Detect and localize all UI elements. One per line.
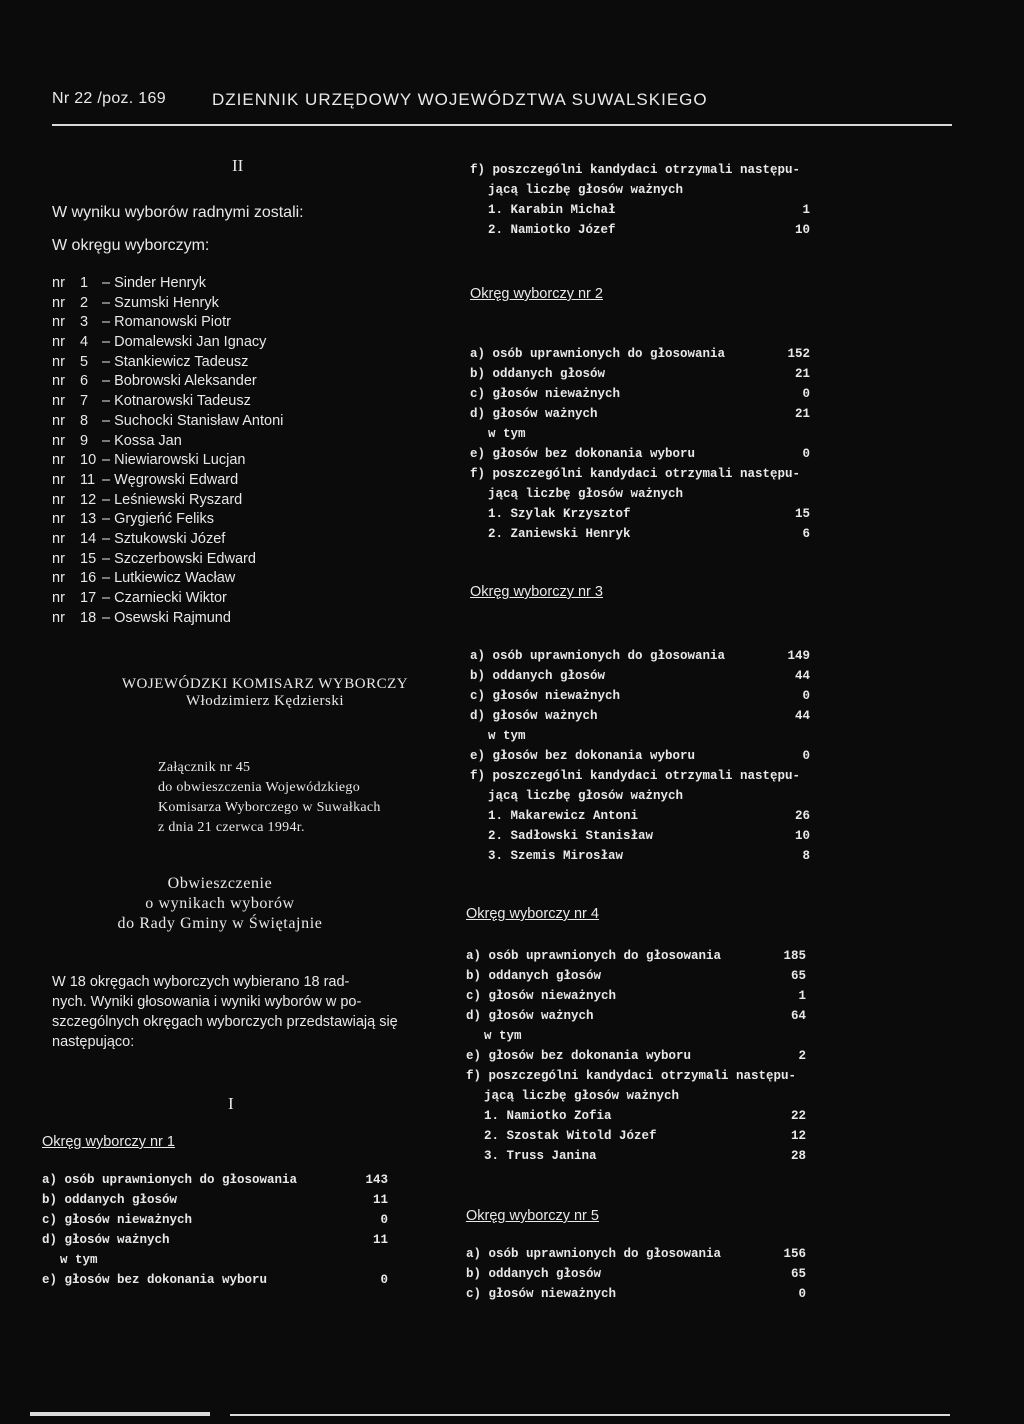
- signature-block: [90, 676, 440, 710]
- stats-label: w tym: [488, 427, 526, 441]
- stats-value: 149: [787, 649, 810, 663]
- stats-label: f) poszczególni kandydaci otrzymali następu-: [466, 1069, 797, 1083]
- member-nr-label: nr: [52, 471, 65, 488]
- member-name: – Szczerbowski Edward: [102, 550, 256, 567]
- district-3-stats: [470, 646, 820, 866]
- stats-label: b) oddanych głosów: [42, 1193, 178, 1207]
- footer-rule: [30, 1412, 210, 1416]
- issue-position: Nr 22 /poz. 169: [52, 90, 166, 107]
- stats-value: 0: [802, 749, 810, 763]
- annex-note: [158, 758, 458, 838]
- stats-label: 2. Zaniewski Henryk: [488, 527, 631, 541]
- stats-row: [470, 806, 820, 826]
- stats-label: jącą liczbę głosów ważnych: [488, 789, 684, 803]
- member-name: – Szumski Henryk: [102, 294, 219, 311]
- stats-label: 1. Namiotko Zofia: [484, 1109, 612, 1123]
- stats-value: 15: [794, 507, 810, 521]
- member-number: 4: [80, 334, 89, 351]
- stats-row: [470, 424, 820, 444]
- commissioner-office: WOJEWÓDZKI KOMISARZ WYBORCZY: [121, 676, 409, 692]
- member-nr-label: nr: [52, 550, 65, 567]
- stats-label: jącą liczbę głosów ważnych: [484, 1089, 680, 1103]
- district-4-title: Okręg wyborczy nr 4: [466, 906, 599, 922]
- member-number: 18: [80, 609, 97, 626]
- stats-row: [470, 220, 820, 240]
- stats-label: 3. Truss Janina: [484, 1149, 597, 1163]
- stats-label: b) oddanych głosów: [466, 1267, 602, 1281]
- section-roman-i: I: [228, 1094, 234, 1113]
- elected-intro: W wyniku wyborów radnymi zostali:: [52, 204, 304, 221]
- stats-label: a) osób uprawnionych do głosowania: [470, 347, 726, 361]
- stats-row: [470, 746, 820, 766]
- paragraph-line: następująco:: [52, 1034, 135, 1050]
- annex-line: Załącznik nr 45: [158, 760, 251, 775]
- stats-label: w tym: [484, 1029, 522, 1043]
- stats-row: [42, 1270, 392, 1290]
- annex-line: Komisarza Wyborczego w Suwałkach: [158, 800, 381, 815]
- member-number: 6: [80, 373, 89, 390]
- district-5-title: Okręg wyborczy nr 5: [466, 1208, 599, 1224]
- member-name: – Niewiarowski Lucjan: [102, 452, 246, 469]
- stats-label: d) głosów ważnych: [470, 407, 598, 421]
- stats-label: 2. Szostak Witold Józef: [484, 1129, 657, 1143]
- stats-value: 185: [783, 949, 806, 963]
- member-row: [52, 392, 283, 412]
- member-nr-label: nr: [52, 590, 65, 606]
- stats-value: 65: [790, 969, 806, 983]
- member-name: – Kossa Jan: [102, 432, 182, 449]
- stats-value: 6: [802, 527, 810, 541]
- member-name: – Osewski Rajmund: [102, 609, 231, 626]
- district-3-title: Okręg wyborczy nr 3: [470, 584, 603, 600]
- stats-label: jącą liczbę głosów ważnych: [488, 487, 684, 501]
- stats-value: 11: [372, 1233, 388, 1247]
- stats-label: e) głosów bez dokonania wyboru: [466, 1049, 692, 1063]
- member-nr-label: nr: [52, 432, 65, 449]
- member-row: [52, 510, 283, 530]
- member-name: – Stankiewicz Tadeusz: [102, 353, 249, 370]
- stats-row: [470, 444, 820, 464]
- member-nr-label: nr: [52, 570, 65, 587]
- member-number: 15: [80, 550, 97, 567]
- member-number: 10: [80, 452, 97, 469]
- member-row: [52, 372, 283, 392]
- member-nr-label: nr: [52, 491, 65, 508]
- stats-row: [470, 384, 820, 404]
- stats-row: [466, 1126, 816, 1146]
- member-name: – Węgrowski Edward: [102, 471, 239, 488]
- stats-row: [470, 344, 820, 364]
- member-row: [52, 589, 283, 609]
- stats-row: [470, 766, 820, 786]
- member-row: [52, 550, 283, 570]
- stats-value: 44: [794, 709, 810, 723]
- stats-row: [470, 180, 820, 200]
- member-name: – Bobrowski Aleksander: [102, 373, 257, 390]
- stats-row: [466, 1284, 816, 1304]
- paragraph-line: szczególnych okręgach wyborczych przedstawiają się: [52, 1014, 398, 1030]
- stats-label: 3. Szemis Mirosław: [488, 849, 624, 863]
- stats-value: 21: [794, 407, 810, 421]
- stats-value: 0: [380, 1213, 388, 1227]
- stats-label: 1. Makarewicz Antoni: [488, 809, 639, 823]
- stats-value: 2: [798, 1049, 806, 1063]
- stats-value: 143: [365, 1173, 388, 1187]
- stats-label: f) poszczególni kandydaci otrzymali następu-: [470, 769, 801, 783]
- stats-row: [470, 686, 820, 706]
- stats-row: [470, 484, 820, 504]
- district-2-stats: [470, 344, 820, 544]
- paragraph-line: W 18 okręgach wyborczych wybierano 18 rad-: [52, 974, 350, 990]
- stats-label: 2. Sadłowski Stanisław: [488, 829, 654, 843]
- member-nr-label: nr: [52, 609, 65, 626]
- member-number: 9: [80, 432, 89, 449]
- stats-value: 0: [798, 1287, 806, 1301]
- stats-row: [42, 1170, 392, 1190]
- member-nr-label: nr: [52, 353, 65, 370]
- stats-row: [470, 726, 820, 746]
- member-name: – Sztukowski Józef: [102, 530, 226, 547]
- stats-label: w tym: [488, 729, 526, 743]
- announcement-title: [60, 874, 380, 934]
- stats-row: [470, 646, 820, 666]
- member-number: 14: [80, 530, 97, 547]
- stats-row: [470, 786, 820, 806]
- stats-row: [466, 966, 816, 986]
- stats-row: [466, 1146, 816, 1166]
- stats-row: [466, 1106, 816, 1126]
- stats-value: 156: [783, 1247, 806, 1261]
- stats-value: 64: [790, 1009, 806, 1023]
- stats-label: d) głosów ważnych: [470, 709, 598, 723]
- annex-line: z dnia 21 czerwca 1994r.: [158, 820, 305, 835]
- stats-value: 11: [372, 1193, 388, 1207]
- member-row: [52, 274, 283, 294]
- member-name: – Leśniewski Ryszard: [102, 491, 243, 508]
- district-1-stats: [42, 1170, 392, 1290]
- member-row: [52, 412, 283, 432]
- stats-value: 1: [802, 203, 810, 217]
- stats-label: a) osób uprawnionych do głosowania: [470, 649, 726, 663]
- elected-members-list: [52, 274, 283, 628]
- stats-label: c) głosów nieważnych: [470, 387, 621, 401]
- district-4-stats: [466, 946, 816, 1166]
- stats-row: [470, 160, 820, 180]
- stats-label: b) oddanych głosów: [470, 669, 606, 683]
- stats-row: [466, 1086, 816, 1106]
- stats-label: a) osób uprawnionych do głosowania: [42, 1173, 298, 1187]
- stats-label: 1. Karabin Michał: [488, 203, 616, 217]
- stats-label: d) głosów ważnych: [42, 1233, 170, 1247]
- journal-title: DZIENNIK URZĘDOWY WOJEWÓDZTWA SUWALSKIEGO: [212, 90, 708, 109]
- member-row: [52, 432, 283, 452]
- member-row: [52, 451, 283, 471]
- stats-value: 0: [802, 447, 810, 461]
- member-nr-label: nr: [52, 412, 65, 429]
- stats-label: b) oddanych głosów: [466, 969, 602, 983]
- member-nr-label: nr: [52, 334, 65, 351]
- stats-label: e) głosów bez dokonania wyboru: [42, 1273, 268, 1287]
- district-2-title: Okręg wyborczy nr 2: [470, 286, 603, 302]
- announcement-line: do Rady Gminy w Świętajnie: [117, 915, 323, 932]
- stats-label: d) głosów ważnych: [466, 1009, 594, 1023]
- section-roman-ii: II: [232, 156, 244, 175]
- member-name: – Czarniecki Wiktor: [102, 590, 227, 606]
- stats-row: [470, 464, 820, 484]
- stats-row: [466, 1046, 816, 1066]
- member-name: – Grygieńć Feliks: [102, 511, 215, 528]
- stats-value: 22: [790, 1109, 806, 1123]
- stats-value: 0: [802, 689, 810, 703]
- stats-label: c) głosów nieważnych: [470, 689, 621, 703]
- member-number: 17: [80, 590, 97, 606]
- stats-label: c) głosów nieważnych: [42, 1213, 193, 1227]
- stats-value: 152: [787, 347, 810, 361]
- stats-value: 0: [802, 387, 810, 401]
- stats-value: 0: [380, 1273, 388, 1287]
- stats-row: [466, 1264, 816, 1284]
- stats-row: [466, 1066, 816, 1086]
- stats-label: f) poszczególni kandydaci otrzymali następu-: [470, 467, 801, 481]
- member-row: [52, 333, 283, 353]
- district-1-candidates: [470, 160, 820, 240]
- stats-label: e) głosów bez dokonania wyboru: [470, 447, 696, 461]
- member-nr-label: nr: [52, 294, 65, 311]
- member-nr-label: nr: [52, 452, 65, 469]
- stats-label: f) poszczególni kandydaci otrzymali następu-: [470, 163, 801, 177]
- stats-value: 28: [790, 1149, 806, 1163]
- stats-value: 8: [802, 849, 810, 863]
- stats-row: [466, 1006, 816, 1026]
- member-nr-label: nr: [52, 511, 65, 528]
- member-number: 12: [80, 491, 97, 508]
- stats-label: 2. Namiotko Józef: [488, 223, 616, 237]
- stats-value: 10: [794, 223, 810, 237]
- annex-line: do obwieszczenia Wojewódzkiego: [158, 780, 360, 795]
- stats-label: jącą liczbę głosów ważnych: [488, 183, 684, 197]
- stats-value: 44: [794, 669, 810, 683]
- member-name: – Lutkiewicz Wacław: [102, 570, 236, 587]
- stats-row: [466, 1026, 816, 1046]
- member-row: [52, 471, 283, 491]
- member-nr-label: nr: [52, 393, 65, 410]
- member-row: [52, 569, 283, 589]
- district-intro: W okręgu wyborczym:: [52, 237, 210, 254]
- member-number: 16: [80, 570, 97, 587]
- commissioner-name: Włodzimierz Kędzierski: [185, 693, 345, 709]
- stats-row: [470, 524, 820, 544]
- member-row: [52, 609, 283, 629]
- stats-label: e) głosów bez dokonania wyboru: [470, 749, 696, 763]
- member-row: [52, 294, 283, 314]
- stats-value: 65: [790, 1267, 806, 1281]
- member-number: 11: [80, 471, 96, 488]
- stats-row: [42, 1210, 392, 1230]
- intro-paragraph: [52, 972, 452, 1052]
- member-number: 13: [80, 511, 97, 528]
- stats-row: [42, 1250, 392, 1270]
- stats-row: [470, 846, 820, 866]
- member-row: [52, 353, 283, 373]
- member-number: 8: [80, 412, 89, 429]
- member-name: – Kotnarowski Tadeusz: [102, 393, 251, 410]
- stats-label: w tym: [60, 1253, 98, 1267]
- member-nr-label: nr: [52, 373, 65, 390]
- stats-value: 21: [794, 367, 810, 381]
- member-nr-label: nr: [52, 275, 65, 291]
- stats-row: [466, 986, 816, 1006]
- district-1-title: Okręg wyborczy nr 1: [42, 1134, 175, 1150]
- announcement-line: Obwieszczenie: [167, 875, 273, 892]
- stats-value: 12: [790, 1129, 806, 1143]
- stats-label: c) głosów nieważnych: [466, 1287, 617, 1301]
- member-row: [52, 313, 283, 333]
- member-row: [52, 491, 283, 511]
- stats-label: b) oddanych głosów: [470, 367, 606, 381]
- member-name: – Suchocki Stanisław Antoni: [102, 412, 284, 429]
- stats-label: a) osób uprawnionych do głosowania: [466, 1247, 722, 1261]
- stats-row: [470, 200, 820, 220]
- stats-row: [42, 1230, 392, 1250]
- stats-label: a) osób uprawnionych do głosowania: [466, 949, 722, 963]
- stats-label: c) głosów nieważnych: [466, 989, 617, 1003]
- district-5-stats: [466, 1244, 816, 1304]
- stats-row: [470, 826, 820, 846]
- stats-row: [466, 946, 816, 966]
- member-nr-label: nr: [52, 530, 65, 547]
- paragraph-line: nych. Wyniki głosowania i wyniki wyborów w po-: [52, 994, 362, 1010]
- member-name: – Romanowski Piotr: [102, 314, 231, 331]
- header-divider: [52, 124, 952, 126]
- member-number: 5: [80, 353, 89, 370]
- stats-row: [466, 1244, 816, 1264]
- member-row: [52, 530, 283, 550]
- stats-row: [470, 404, 820, 424]
- member-number: 3: [80, 314, 89, 331]
- stats-value: 1: [798, 989, 806, 1003]
- member-number: 2: [80, 294, 89, 311]
- stats-row: [470, 706, 820, 726]
- member-name: – Domalewski Jan Ignacy: [102, 334, 267, 351]
- stats-row: [42, 1190, 392, 1210]
- member-number: 1: [80, 275, 89, 291]
- member-number: 7: [80, 393, 89, 410]
- announcement-line: o wynikach wyborów: [145, 895, 295, 912]
- member-nr-label: nr: [52, 314, 65, 331]
- stats-label: 1. Szylak Krzysztof: [488, 507, 631, 521]
- stats-value: 10: [794, 829, 810, 843]
- stats-row: [470, 666, 820, 686]
- stats-row: [470, 504, 820, 524]
- member-name: – Sinder Henryk: [102, 275, 206, 291]
- stats-row: [470, 364, 820, 384]
- footer-rule: [230, 1414, 950, 1416]
- stats-value: 26: [794, 809, 810, 823]
